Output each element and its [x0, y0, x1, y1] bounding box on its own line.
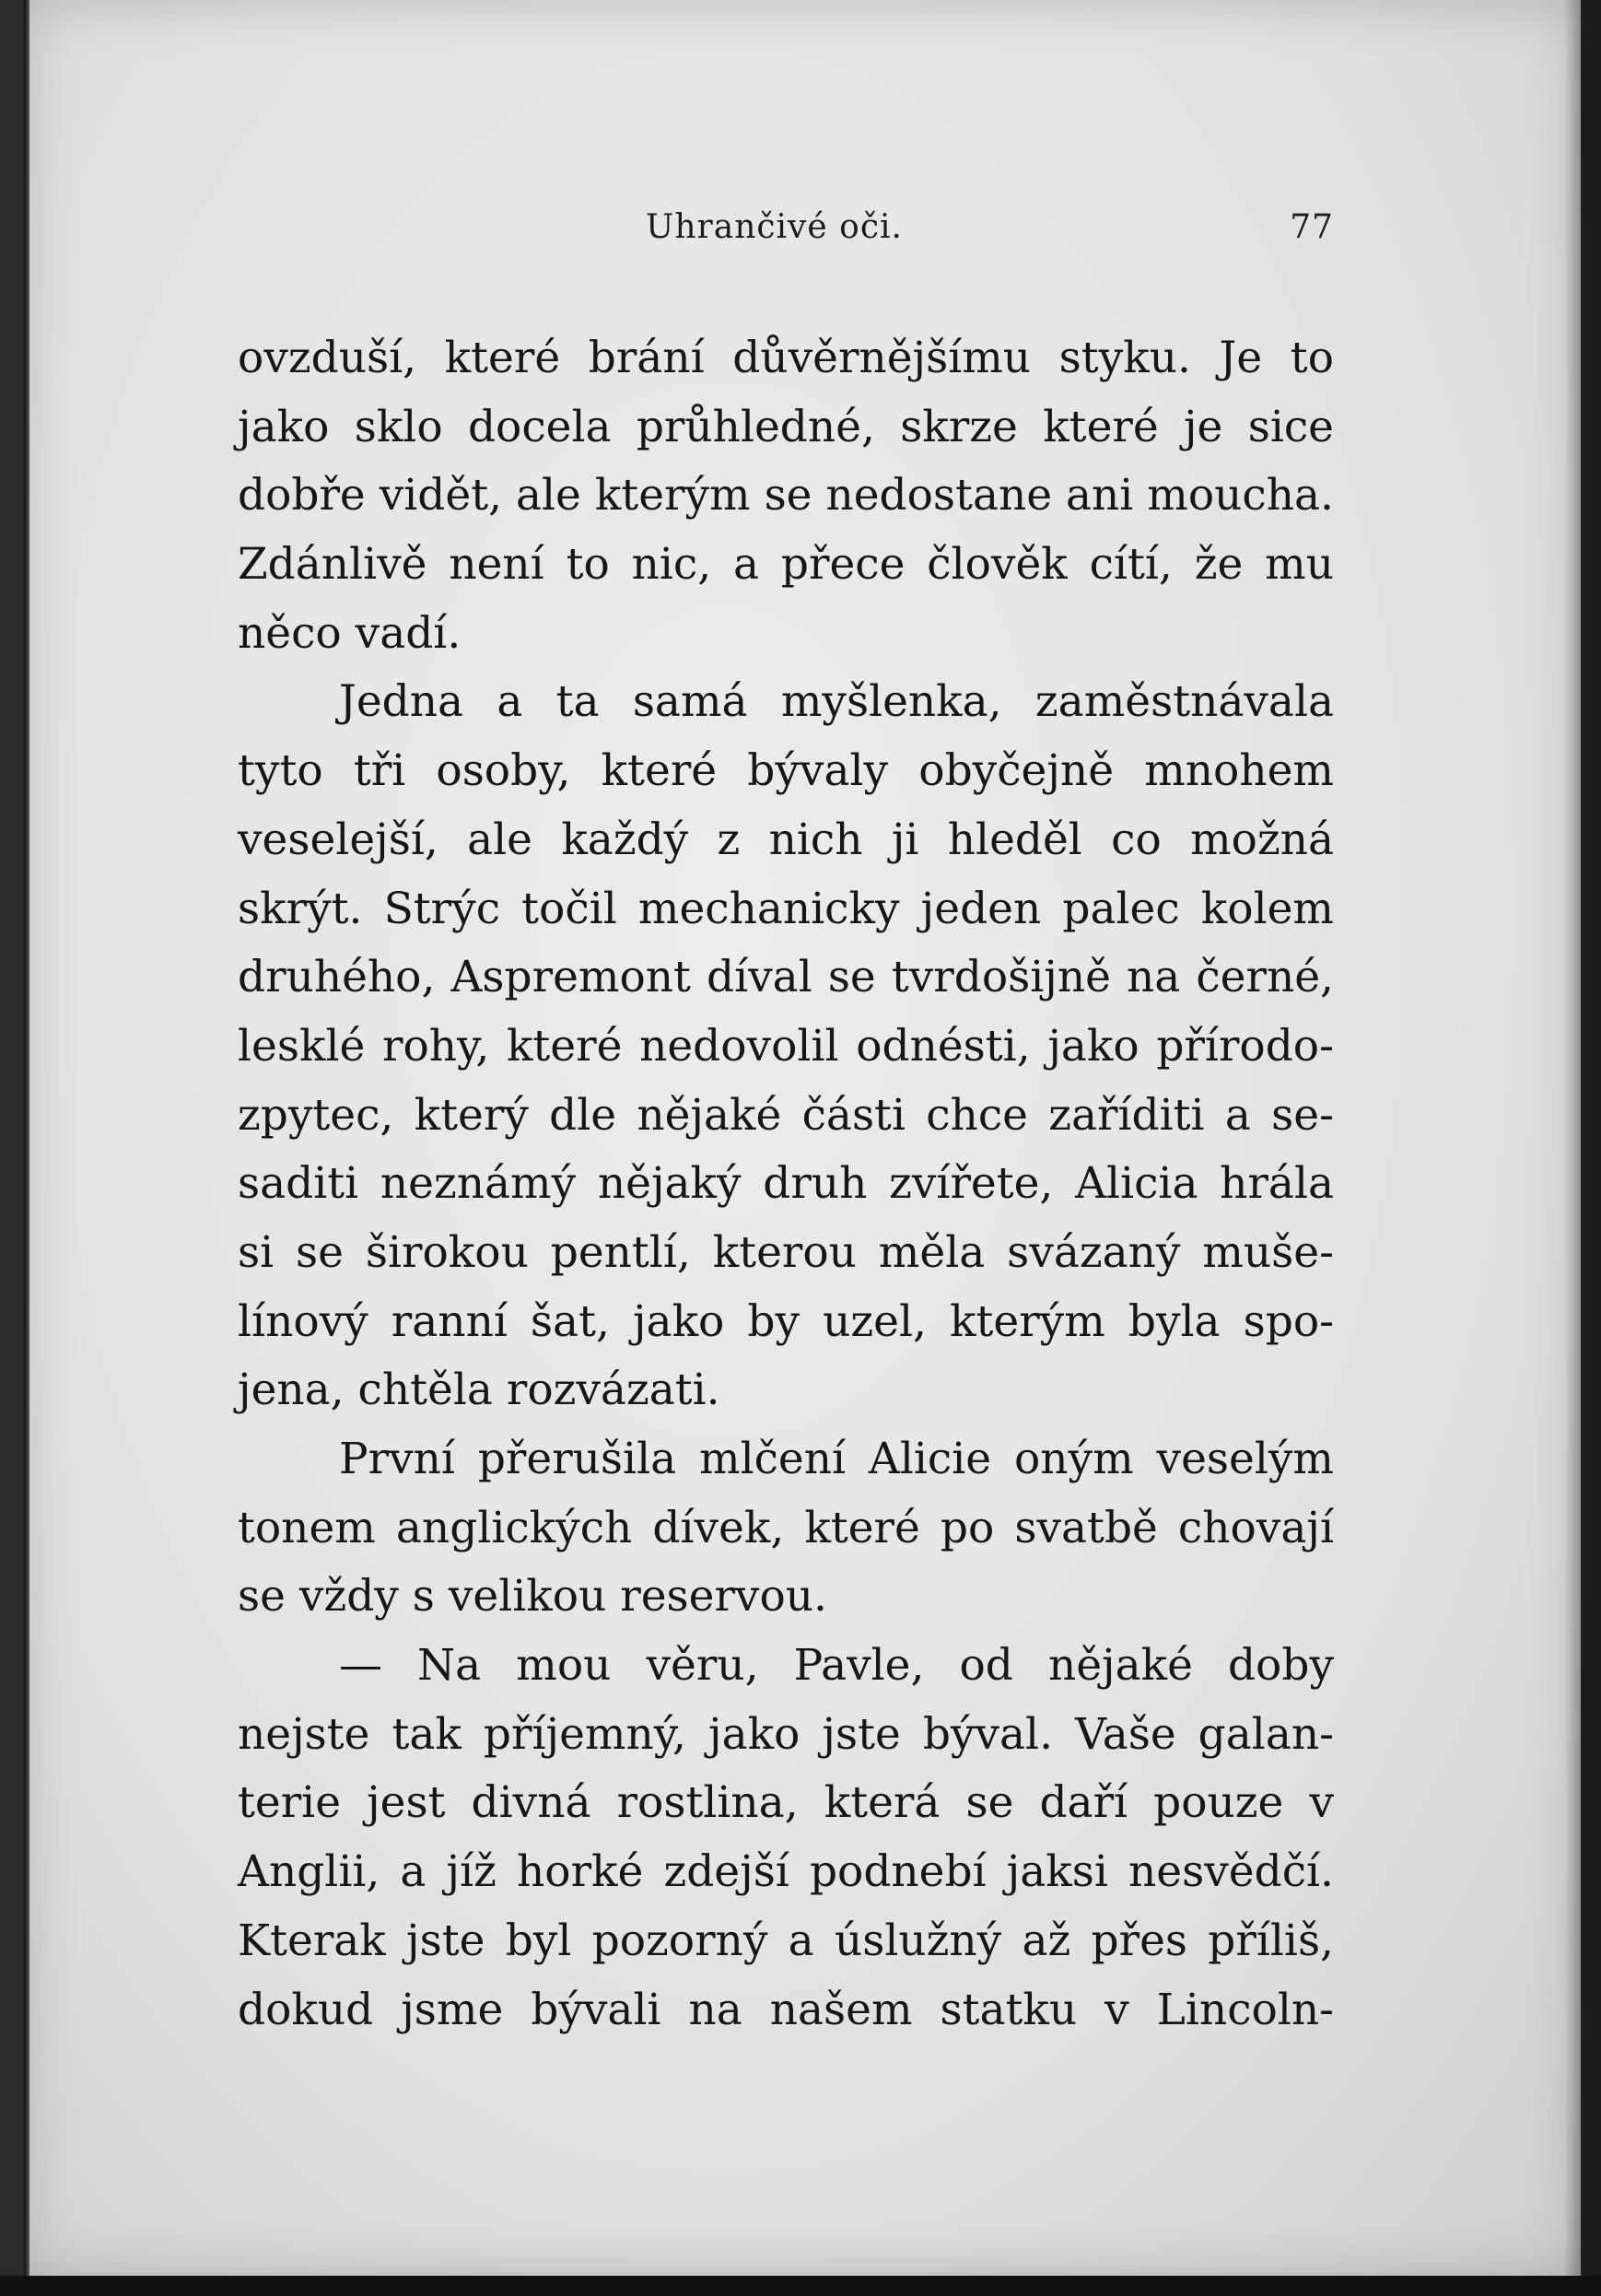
text-line: První přerušila mlčení Alicie oným veselým: [339, 1434, 1334, 1484]
text-line: Kterak jste byl pozorný a úslužný až přes příliš,: [238, 1915, 1334, 1966]
text-line: jako sklo docela průhledné, skrze které je sice: [238, 401, 1334, 452]
page-edge-shadow: [1564, 0, 1601, 2296]
text-line: nejste tak příjemný, jako jste býval. Vaše galan-: [238, 1708, 1334, 1760]
text-line: zpytec, který dle nějaké části chce zaříditi a se-: [238, 1089, 1334, 1141]
page-number: 77: [1290, 208, 1334, 246]
text-line: tonem anglických dívek, které po svatbě chovají: [238, 1502, 1334, 1553]
binding-edge: [24, 0, 29, 2276]
text-line: něco vadí.: [238, 607, 462, 659]
text-line: Jedna a ta samá myšlenka, zaměstnávala: [339, 676, 1334, 728]
text-line: terie jest divná rostlina, která se daří pouze v: [238, 1777, 1334, 1829]
text-line: Anglii, a jíž horké zdejší podnebí jaksi nesvědčí.: [238, 1846, 1334, 1898]
text-line: veselejší, ale každý z nich ji hleděl co možná: [238, 814, 1334, 865]
running-head: [238, 208, 1334, 254]
text-line: ovzduší, které brání důvěrnějšímu styku. Je to: [238, 333, 1334, 383]
text-line: tyto tři osoby, které bývaly obyčejně mnohem: [238, 745, 1334, 797]
text-line: línový ranní šat, jako by uzel, kterým byla spo-: [238, 1295, 1334, 1347]
text-line: Zdánlivě není to nic, a přece člověk cítí, že mu: [238, 539, 1334, 591]
text-line: dokud jsme bývali na našem statku v Lincoln-: [238, 1984, 1334, 2035]
text-line: se vždy s velikou reservou.: [238, 1571, 827, 1622]
text-line: lesklé rohy, které nedovolil odnésti, jako přírodo-: [238, 1020, 1334, 1072]
text-line: — Na mou věru, Pavle, od nějaké doby: [339, 1640, 1334, 1692]
body-text: [238, 324, 1334, 2044]
running-title: Uhrančivé oči.: [646, 208, 903, 246]
text-line: skrýt. Strýc točil mechanicky jeden palec kolem: [238, 883, 1334, 934]
text-line: saditi neznámý nějaký druh zvířete, Alicia hrála: [238, 1158, 1334, 1210]
text-line: jena, chtěla rozvázati.: [238, 1365, 720, 1416]
text-line: druhého, Aspremont díval se tvrdošijně na černé,: [238, 952, 1334, 1003]
text-line: dobře vidět, ale kterým se nedostane ani moucha.: [238, 470, 1334, 521]
scan-bottom-edge: [0, 2276, 1601, 2296]
text-line: si se širokou pentlí, kterou měla svázaný muše-: [238, 1226, 1334, 1278]
